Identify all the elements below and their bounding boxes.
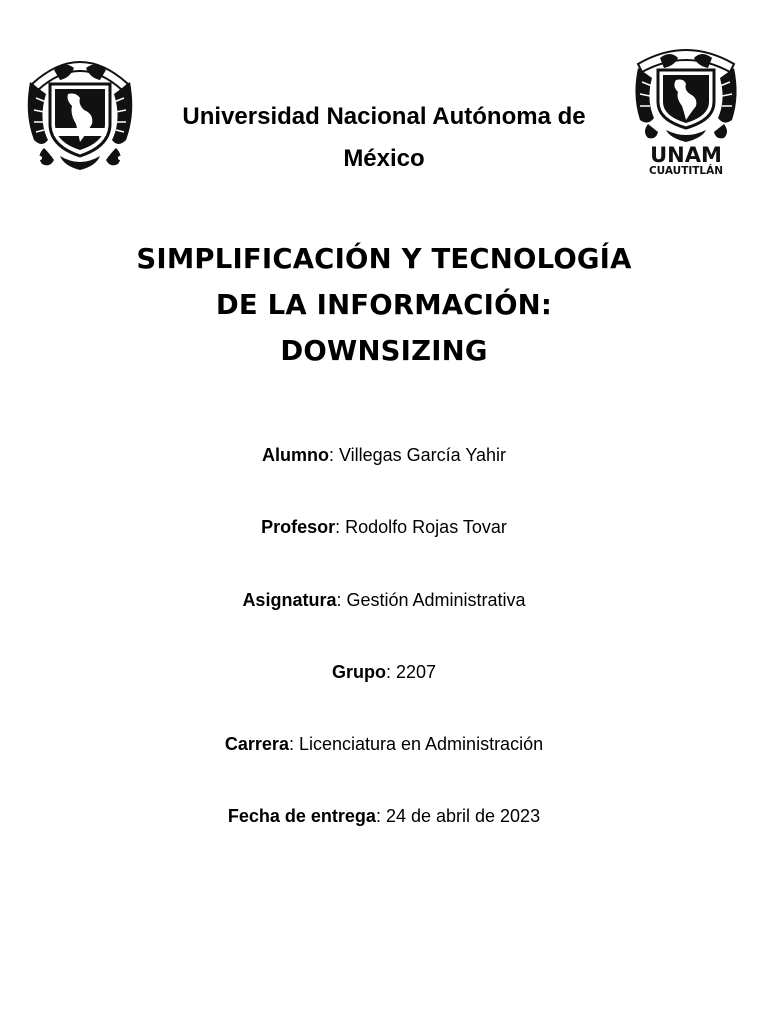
document-title <box>60 236 708 374</box>
unam-cuautitlan-logo <box>632 44 740 176</box>
alumno-label: Alumno <box>261 445 329 465</box>
alumno-value: : Villegas García Yahir <box>328 445 507 465</box>
unam-wordmark: UNAM <box>650 143 722 167</box>
fecha-entrega-value: : 24 de abril de 2023 <box>375 806 541 826</box>
asignatura-value: : Gestión Administrativa <box>336 590 526 610</box>
unam-cuautitlan-escudo-icon <box>632 44 740 176</box>
alumno-line <box>0 444 768 466</box>
university-name-line1: Universidad Nacional Autónoma de <box>182 103 586 130</box>
grupo-value: : 2207 <box>385 662 437 682</box>
title-line3: DOWNSIZING <box>280 335 488 367</box>
carrera-value: : Licenciatura en Administración <box>288 734 544 754</box>
asignatura-line <box>0 589 768 611</box>
profesor-label: Profesor <box>261 517 336 537</box>
title-line2: DE LA INFORMACIÓN: <box>215 289 553 321</box>
university-name-line2: México <box>343 145 425 172</box>
unam-escudo-logo <box>24 44 136 172</box>
carrera-line <box>0 733 768 755</box>
asignatura-label: Asignatura <box>242 590 337 610</box>
campus-wordmark: CUAUTITLÁN <box>648 165 724 176</box>
unam-escudo-icon <box>24 44 136 172</box>
profesor-value: : Rodolfo Rojas Tovar <box>335 517 507 537</box>
title-line1: SIMPLIFICACIÓN Y TECNOLOGÍA <box>136 243 632 275</box>
carrera-label: Carrera <box>224 734 289 754</box>
fecha-entrega-label: Fecha de entrega <box>227 806 376 826</box>
profesor-line <box>0 516 768 538</box>
grupo-label: Grupo <box>331 662 386 682</box>
grupo-line <box>0 661 768 683</box>
university-name <box>136 96 632 180</box>
fecha-entrega-line <box>0 805 768 827</box>
